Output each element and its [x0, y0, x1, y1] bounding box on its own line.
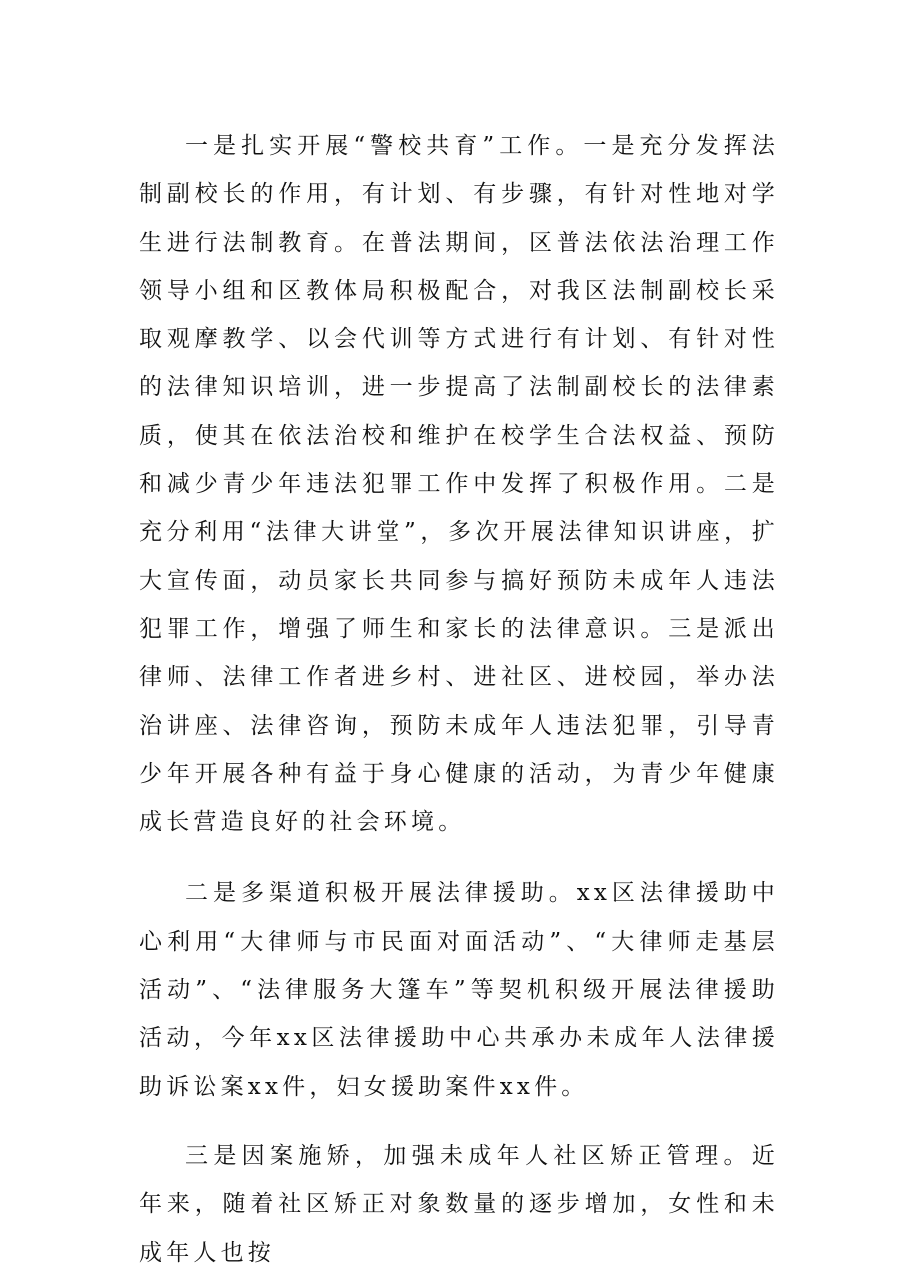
- document-body: [139, 122, 779, 1277]
- paragraph-police-school-cooperation: 一是扎实开展“警校共育”工作。一是充分发挥法制副校长的作用，有计划、有步骤，有针对性地对学生进行法制教育。在普法期间，区普法依法治理工作领导小组和区教体局积极配合，对我区法制副校长采取观摩教学、以会代训等方式进行有计划、有针对性的法律知识培训，进一步提高了法制副校长的法律素质，使其在依法治校和维护在校学生合法权益、预防和减少青少年违法犯罪工作中发挥了积极作用。二是充分利用“法律大讲堂”，多次开展法律知识讲座，扩大宣传面，动员家长共同参与搞好预防未成年人违法犯罪工作，增强了师生和家长的法律意识。三是派出律师、法律工作者进乡村、进社区、进校园，举办法治讲座、法律咨询，预防未成年人违法犯罪，引导青少年开展各种有益于身心健康的活动，为青少年健康成长营造良好的社会环境。: [139, 133, 779, 836]
- paragraph-legal-aid: 二是多渠道积极开展法律援助。xx区法律援助中心利用“大律师与市民面对面活动”、“大律师走基层活动”、“法律服务大篷车”等契机积级开展法律援助活动，今年xx区法律援助中心共承办未成年人法律援助诉讼案xx件，妇女援助案件xx件。: [139, 880, 779, 1100]
- paragraph-community-correction: 三是因案施矫，加强未成年人社区矫正管理。近年来，随着社区矫正对象数量的逐步增加，女性和未成年人也按: [139, 1142, 779, 1266]
